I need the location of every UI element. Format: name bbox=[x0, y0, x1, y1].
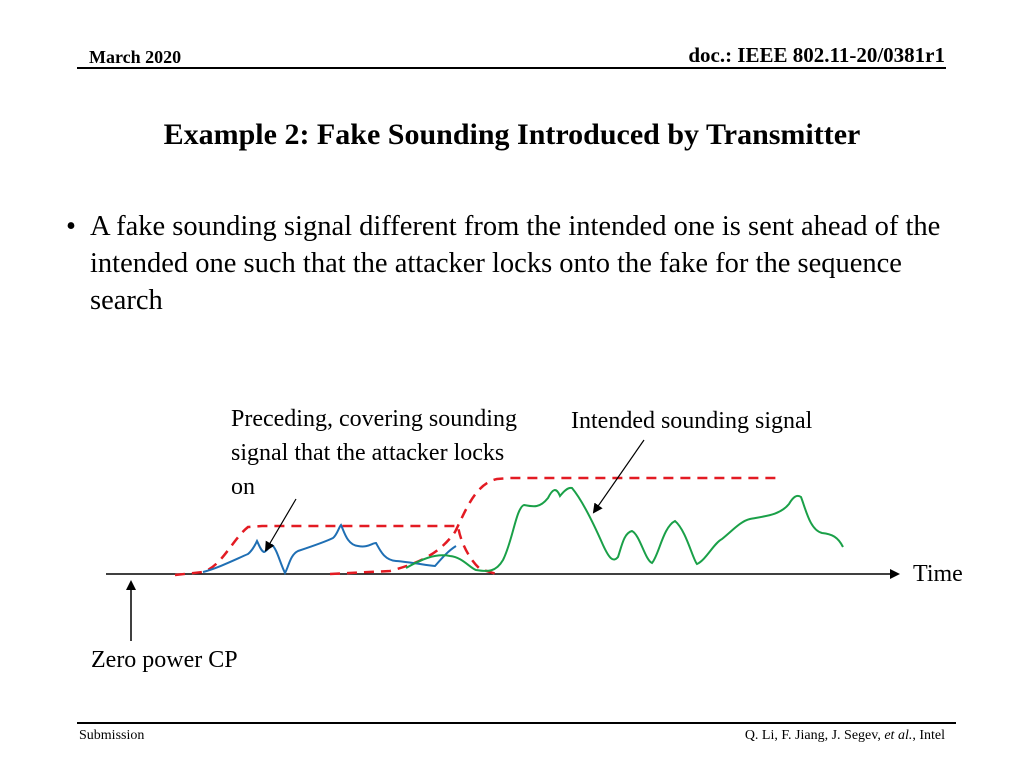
preceding-label-arrow bbox=[266, 499, 296, 550]
footer-et-al: et al. bbox=[884, 728, 913, 743]
bullet-marker: • bbox=[66, 211, 76, 242]
slide-title: Example 2: Fake Sounding Introduced by Transmitter bbox=[163, 118, 861, 151]
label-preceding-signal: Preceding, covering sounding signal that the attacker locks on bbox=[231, 406, 517, 500]
preceding-signal-waveform bbox=[203, 525, 456, 573]
header-date: March 2020 bbox=[89, 47, 182, 67]
footer-author-names: Q. Li, F. Jiang, J. Segev, bbox=[744, 728, 885, 743]
footer-rule bbox=[77, 722, 956, 724]
header-doc-id: doc.: IEEE 802.11-20/0381r1 bbox=[688, 43, 945, 67]
label-zero-power-cp: Zero power CP bbox=[91, 647, 238, 673]
bullet-text: A fake sounding signal different from the intended one is sent ahead of the intended one such that the attacker locks onto the fake for the sequence search bbox=[90, 211, 941, 316]
footer-authors bbox=[745, 728, 945, 744]
intended-label-arrow bbox=[594, 440, 644, 512]
footer-submission: Submission bbox=[79, 728, 145, 743]
label-time-axis: Time bbox=[913, 561, 963, 587]
footer-organization: , Intel bbox=[912, 728, 945, 743]
label-intended-signal: Intended sounding signal bbox=[571, 408, 813, 434]
